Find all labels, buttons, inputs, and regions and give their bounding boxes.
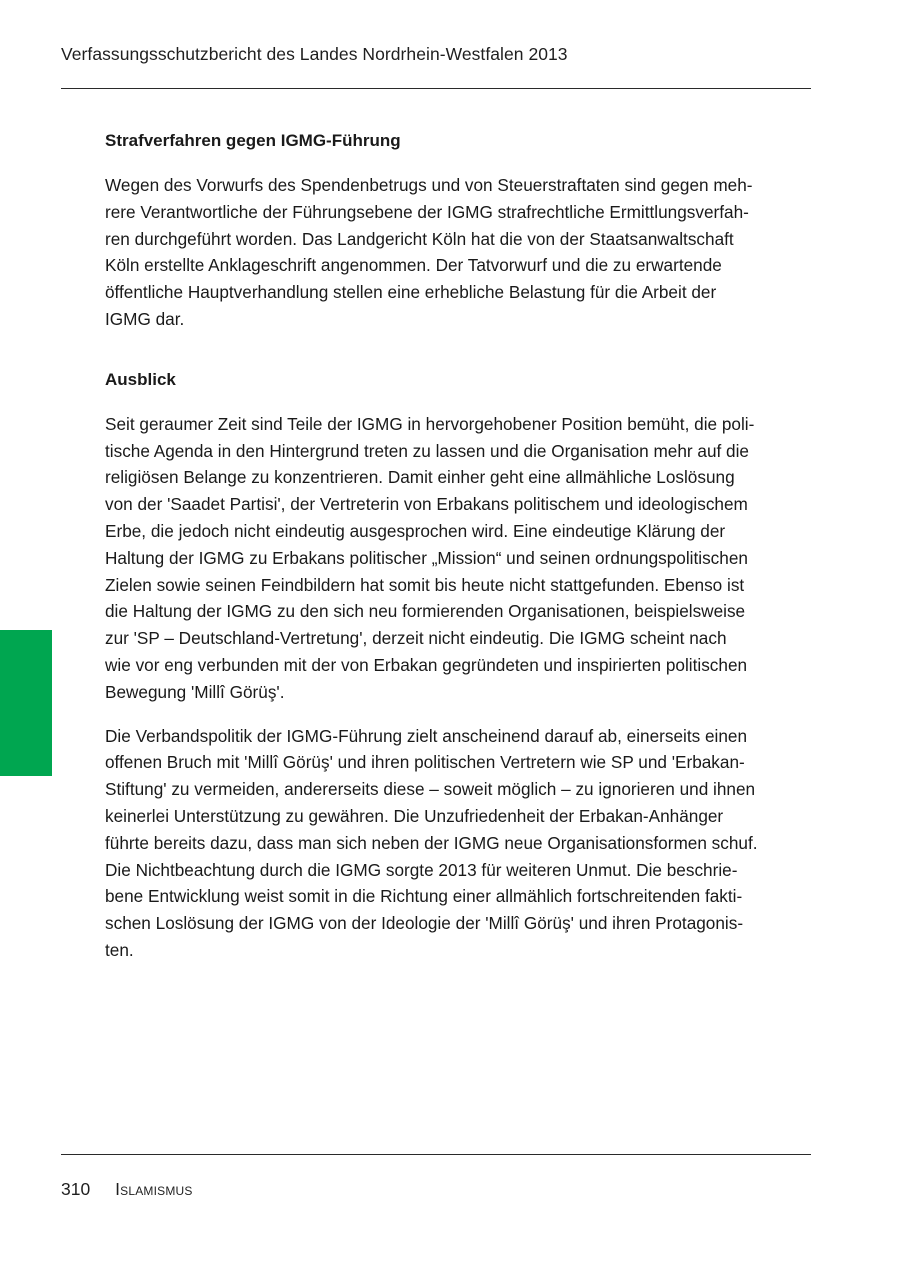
- page-footer: [61, 1179, 193, 1200]
- text-line: offenen Bruch mit 'Millî Görüş' und ihren politischen Vertretern wie SP und 'Erbakan-: [105, 752, 745, 773]
- text-line: Köln erstellte Anklageschrift angenommen. Der Tatvorwurf und die zu erwartende: [105, 255, 722, 276]
- text-line: ren durchgeführt worden. Das Landgericht Köln hat die von der Staatsanwaltschaft: [105, 228, 734, 249]
- text-line: öffentliche Hauptverhandlung stellen eine erhebliche Belastung für die Arbeit der: [105, 282, 717, 303]
- paragraph-ausblick-2: [105, 723, 810, 964]
- text-line: führte bereits dazu, dass man sich neben der IGMG neue Organisationsformen schuf.: [105, 832, 758, 853]
- paragraph-ausblick-1: [105, 411, 810, 706]
- text-line: tische Agenda in den Hintergrund treten zu lassen und die Organisation mehr auf die: [105, 440, 749, 461]
- text-line: religiösen Belange zu konzentrieren. Damit einher geht eine allmähliche Loslösung: [105, 467, 735, 488]
- text-line: Haltung der IGMG zu Erbakans politischer „Mission“ und seinen ordnungspolitischen: [105, 547, 748, 568]
- text-line: Die Verbandspolitik der IGMG-Führung zielt anscheinend darauf ab, einerseits einen: [105, 725, 748, 746]
- section-heading-ausblick: Ausblick: [105, 369, 176, 389]
- text-line: schen Loslösung der IGMG von der Ideologie der 'Millî Görüş' und ihren Protagonis-: [105, 913, 744, 934]
- text-line: Bewegung 'Millî Görüş'.: [105, 681, 285, 702]
- text-line: Seit geraumer Zeit sind Teile der IGMG in hervorgehobener Position bemüht, die poli-: [105, 413, 755, 434]
- text-line: zur 'SP – Deutschland-Vertretung', derzeit nicht eindeutig. Die IGMG scheint nach: [105, 628, 727, 649]
- text-line: rere Verantwortliche der Führungsebene der IGMG strafrechtliche Ermittlungsverfah-: [105, 201, 749, 222]
- text-line: bene Entwicklung weist somit in die Richtung einer allmählich fortschreitenden fakti-: [105, 886, 743, 907]
- chapter-side-tab: [0, 630, 52, 776]
- chapter-name: Islamismus: [115, 1179, 193, 1199]
- text-line: wie vor eng verbunden mit der von Erbakan gegründeten und inspirierten politischen: [105, 654, 748, 675]
- text-line: Zielen sowie seinen Feindbildern hat somit bis heute nicht stattgefunden. Ebenso ist: [105, 574, 745, 595]
- text-line: Erbe, die jedoch nicht eindeutig ausgesprochen wird. Eine eindeutige Klärung der: [105, 520, 726, 541]
- text-line: die Haltung der IGMG zu den sich neu formierenden Organisationen, beispielsweise: [105, 601, 746, 622]
- text-line: Die Nichtbeachtung durch die IGMG sorgte 2013 für weiteren Unmut. Die beschrie-: [105, 859, 738, 880]
- text-line: Wegen des Vorwurfs des Spendenbetrugs und von Steuerstraftaten sind gegen meh-: [105, 175, 753, 195]
- text-line: IGMG dar.: [105, 308, 185, 329]
- main-content: [105, 127, 810, 964]
- header-rule: [61, 88, 811, 89]
- page-number: 310: [61, 1179, 91, 1199]
- text-line: ten.: [105, 939, 134, 960]
- paragraph-strafverfahren: [105, 172, 810, 333]
- running-header: Verfassungsschutzbericht des Landes Nordrhein-Westfalen 2013: [61, 44, 568, 64]
- section-heading-strafverfahren: Strafverfahren gegen IGMG-Führung: [105, 131, 401, 150]
- footer-rule: [61, 1154, 811, 1155]
- text-line: keinerlei Unterstützung zu gewähren. Die Unzufriedenheit der Erbakan-Anhänger: [105, 805, 724, 826]
- text-line: Stiftung' zu vermeiden, andererseits diese – soweit möglich – zu ignorieren und ihnen: [105, 779, 756, 800]
- text-line: von der 'Saadet Partisi', der Vertreterin von Erbakans politischem und ideologischem: [105, 494, 748, 515]
